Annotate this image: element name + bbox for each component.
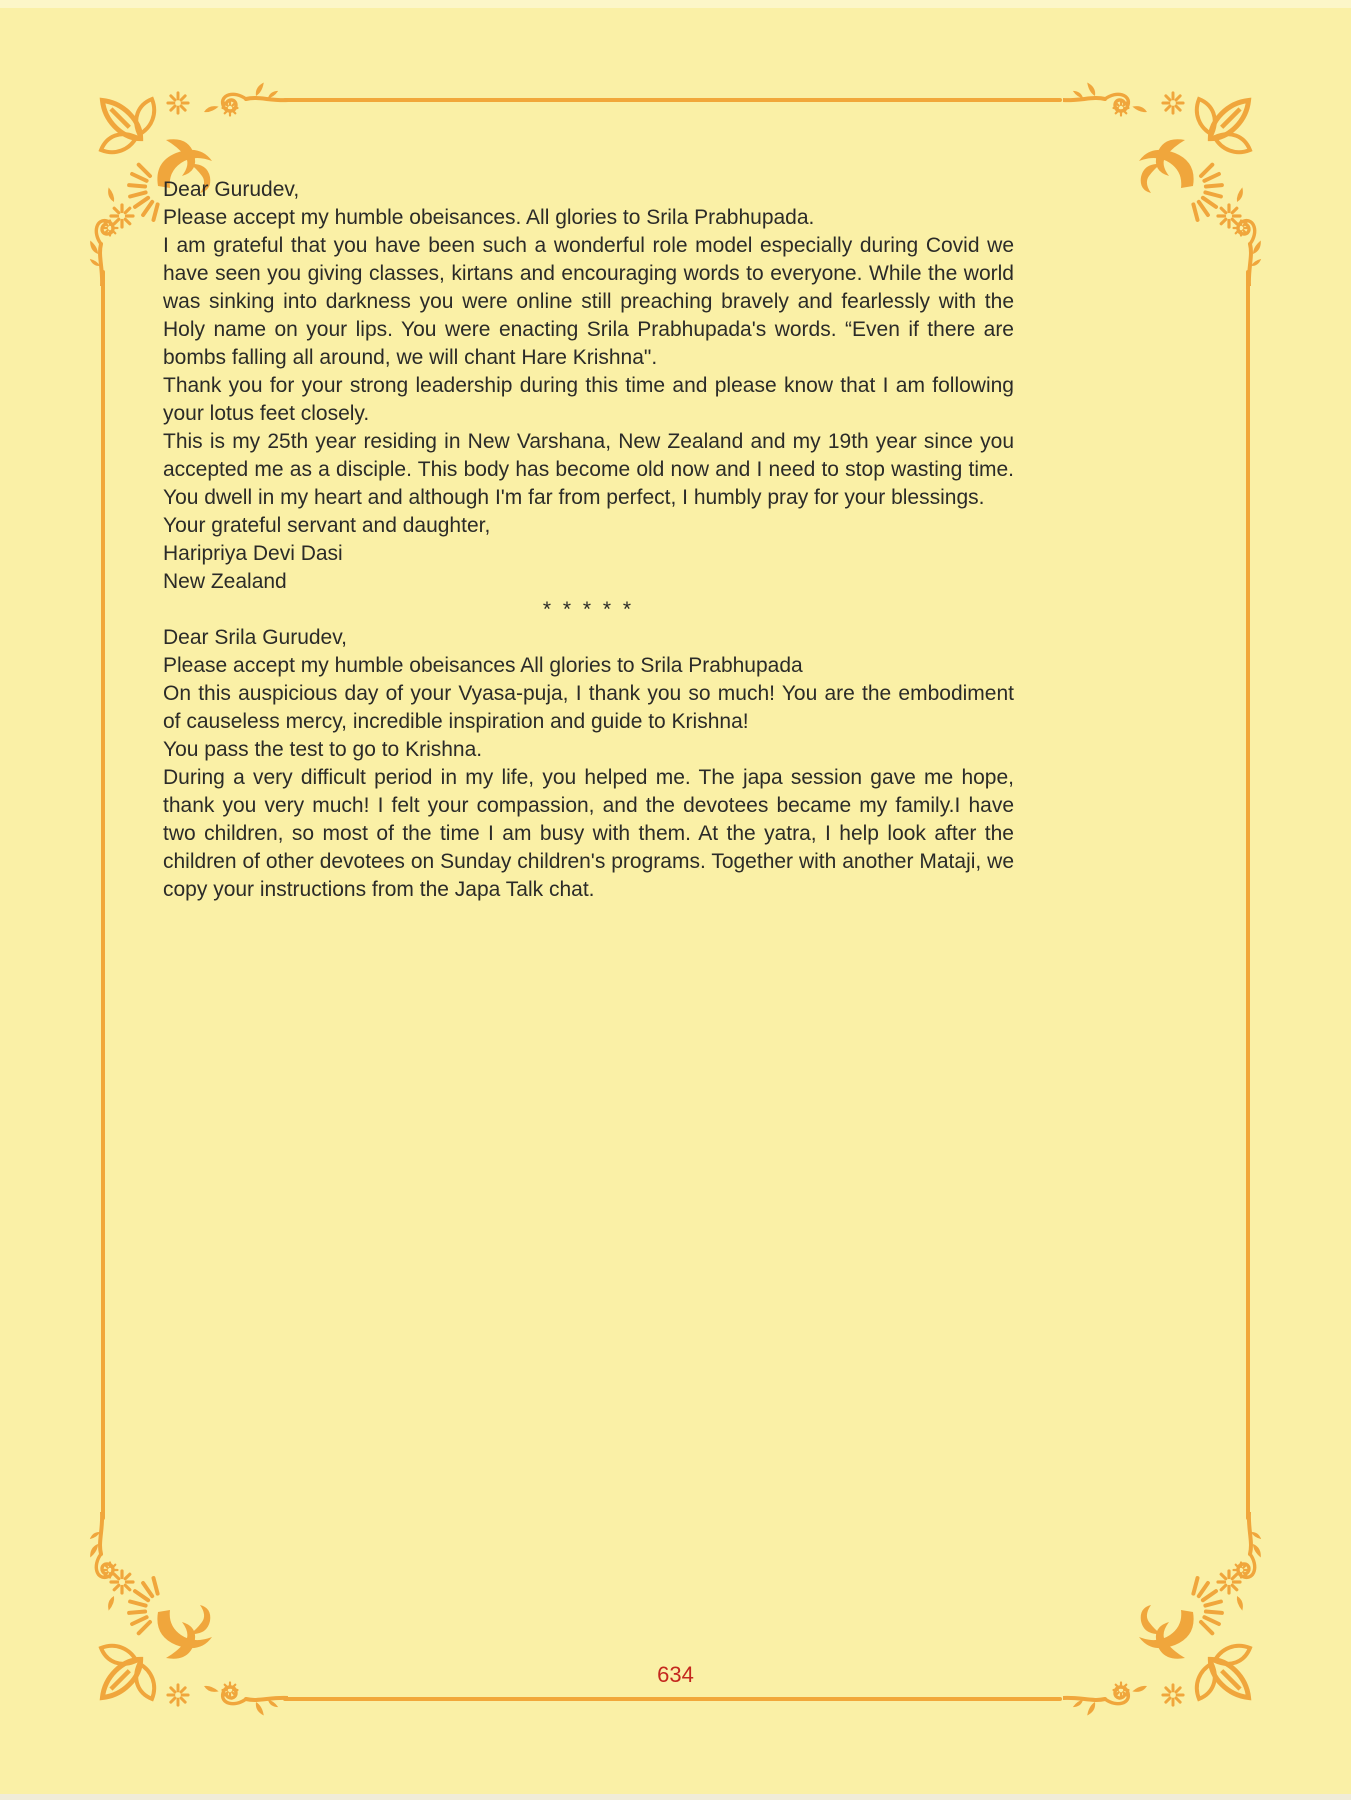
letter1-paragraph: I am grateful that you have been such a wonderful role model especially during Covid we have seen you giving classes, kirtans and encouraging words to everyone. While the world was sinking into darkness you were online still preaching bravely and fearlessly with the Holy name on your lips. You were enacting Srila Prabhupada's words. “Even if there are bombs falling all around, we will chant Hare Krishna". <box>163 234 1014 369</box>
letter2-paragraph: During a very difficult period in my life, you helped me. The japa session gave me hope, thank you very much! I felt your compassion, and the devotees became my family.I have two children, so most of the time I am busy with them. At the yatra, I help look after the children of other devotees on Sunday children's programs. Together with another Mataji, we copy your instructions from the Japa Talk chat. <box>163 766 1014 901</box>
letter1-signature-name: Haripriya Devi Dasi <box>163 542 343 565</box>
floral-corner-icon <box>78 1512 288 1722</box>
letter1-paragraph: This is my 25th year residing in New Varshana, New Zealand and my 19th year since you accepted me as a disciple. This body has become old now and I need to stop wasting time. You dwell in my heart and although I'm far from perfect, I humbly pray for your blessings. <box>163 430 1014 509</box>
section-separator: * * * * * <box>542 598 635 621</box>
letter1-obeisance: Please accept my humble obeisances. All glories to Srila Prabhupada. <box>163 206 815 229</box>
letter2-paragraph: On this auspicious day of your Vyasa-puja, I thank you so much! You are the embodiment of causeless mercy, incredible inspiration and guide to Krishna! <box>163 682 1014 733</box>
letter2-salutation: Dear Srila Gurudev, <box>163 626 348 649</box>
floral-corner-icon <box>1063 1512 1273 1722</box>
page-bottom-edge <box>0 1794 1351 1800</box>
letter1-salutation: Dear Gurudev, <box>163 178 300 201</box>
letter1-signature-location: New Zealand <box>163 570 287 593</box>
letter1-closing: Your grateful servant and daughter, <box>163 514 491 537</box>
frame-line-bottom <box>283 1697 1062 1701</box>
letter2-paragraph: You pass the test to go to Krishna. <box>163 738 483 761</box>
page-number: 634 <box>657 1662 694 1687</box>
letter1-paragraph: Thank you for your strong leadership during this time and please know that I am following your lotus feet closely. <box>163 374 1014 425</box>
frame-line-top <box>283 98 1062 102</box>
floral-corner-icon <box>1063 76 1273 286</box>
page-top-edge <box>0 0 1351 8</box>
letters-text-block <box>163 176 1014 904</box>
frame-line-left <box>101 270 105 1520</box>
frame-line-right <box>1246 270 1250 1520</box>
letter2-obeisance: Please accept my humble obeisances All glories to Srila Prabhupada <box>163 654 803 677</box>
